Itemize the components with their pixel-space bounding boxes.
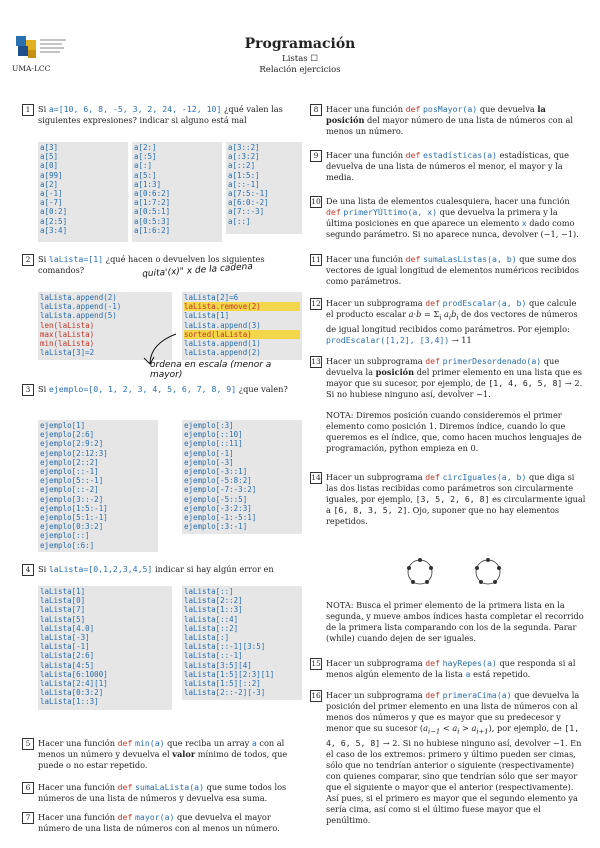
question-5: 5 Hacer una función def min(a) que reciba un array a con al menos un número y devuelva el valor mínimo de todos, que puede o no estar repetido. — [22, 738, 302, 771]
code-line: a[0:2] — [40, 207, 68, 217]
code-line: laLista[1:5][::2] — [184, 679, 261, 689]
question-12: 12 Hacer un subprograma def prodEscalar(a, b) que calcule el producto escalar $a\cdot b = \Sigma_i$ $a_ib_i$ de dos vectores de números de igual longitud recibidos como parámetros. Por ejemplo: prodEscalar([1,2], [3,4]) → 11 — [311, 298, 578, 345]
code-line: ejemplo[:3:-1] — [184, 522, 248, 532]
question-15: 15 Hacer un subprograma def hayRepes(a) que responda si al menos algún elemento de la lista a está repetido. — [311, 658, 576, 679]
code-line: laLista.remove(2) — [184, 302, 300, 311]
institution-label: UMA-LCC — [12, 64, 51, 73]
code-line: a[2] — [40, 179, 59, 189]
code-line: a[::] — [228, 216, 251, 226]
q2-code-col2 — [182, 292, 302, 360]
code-line: ejemplo[-3:2:3] — [184, 503, 252, 513]
q14-note: NOTA: Busca el primer elemento de la primera lista en la segunda, y mueve ambos índices hasta completar el recorrido de la primera lista comparando con los de la segunda. Parar (while) cuando dejen de ser iguales. — [326, 600, 584, 643]
circular-lists-diagram — [402, 554, 522, 590]
code-line: a[0:6:2] — [134, 189, 171, 199]
code-line: a[7:5:-1] — [228, 189, 269, 199]
code-line: laLista[1] — [184, 311, 230, 321]
code-line: laLista[4:5] — [40, 660, 95, 670]
code-line: laLista[2::-2][-3] — [184, 688, 266, 698]
code-line: a[1:6:2] — [134, 225, 171, 235]
question-11: 11 Hacer una función def sumaLasListas(a, b) que sume dos vectores de igual longitud de elementos numéricos recibidos como parámetros. — [311, 254, 579, 286]
code-line: a[0] — [40, 161, 59, 171]
code-line: a[99] — [40, 170, 63, 180]
question-6: 6 Hacer una función def sumaLaLista(a) que sume todos los números de una lista de números y devuelva esa suma. — [22, 782, 302, 804]
q3-code-col1 — [38, 420, 158, 552]
question-3: 3 Si ejemplo=[0, 1, 2, 3, 4, 5, 6, 7, 8, 9] ¿que valen? — [22, 384, 298, 396]
code-line: a[3] — [40, 143, 59, 152]
code-line: ejemplo[1] — [40, 421, 86, 430]
code-line: ejemplo[::] — [40, 531, 90, 541]
code-line: laLista.append(-1) — [40, 302, 122, 312]
code-line: laLista[0:3:2] — [40, 688, 104, 698]
code-line: laLista[0] — [40, 596, 86, 606]
code-line: laLista[1:5][2:3][1] — [184, 669, 275, 679]
question-4: 4 Si laLista=[0,1,2,3,4,5] indicar si hay algún error en — [22, 564, 298, 576]
code-line: ejemplo[:6:] — [40, 540, 95, 550]
code-line: ejemplo[2:9:2] — [40, 439, 104, 449]
code-line: laLista[-3] — [40, 633, 90, 643]
question-10: 10 De una lista de elementos cualesquiera, hacer una función def primerYÚltimo(a, x) que devuelva la primera y la última posiciones en que aparece un elemento x dado como segundo parámetro. Si no aparece nunca, devolver (−1, −1). — [311, 196, 579, 239]
code-line: a[-1] — [40, 189, 63, 199]
code-line: laLista[1::3] — [184, 605, 243, 615]
question-9: 9 Hacer una función def estadísticas(a) estadísticas, que devuelva de una lista de números el menor, el mayor y la media. — [310, 150, 588, 183]
code-line: sorted(laLista) — [184, 330, 300, 339]
code-line: laLista[::2] — [184, 623, 239, 633]
q13-note: NOTA: Diremos posición cuando consideremos el primer elemento como posición 1. Diremos índice, cuando lo que queremos es el índice, que, como hacen muchos lenguajes de programación, python empieza en 0. — [326, 410, 582, 453]
code-line: a[::2] — [228, 161, 256, 171]
q1-code-col3 — [226, 142, 302, 234]
question-16: 16 Hacer un subprograma def primeraCima(a) que devuelva la posición del primer elemento en una lista de números con al menos dos números y que es mayor que su predecesor y menor que su sucesor $(a_{i-1} < a_i > a_{i+1})$, por ejemplo, de [1, 4, 6, 5, 8] → 2. Si no hubiese ninguno así, devolver −1. En el caso de los extremos: primero y último pueden ser cimas, sólo que no tendrían anterior o siguiente (respectivamente) con quienes comparar, sino que tendrían sólo que ser mayor que el siguiente o mayor que el anterior (respectivamente). Así pues, si el primero es mayor que el segundo elemento ya sería cima, así como si el último fuese mayor que el penúltimo. — [311, 690, 582, 825]
code-line: a[2:5] — [40, 216, 68, 226]
code-line: laLista.append(2) — [184, 348, 261, 358]
code-line: a[5:] — [134, 170, 157, 180]
code-line: laLista[:] — [184, 633, 230, 643]
code-line: a[7::-3] — [228, 207, 265, 217]
code-line: ejemplo[-3::1] — [184, 467, 248, 477]
code-line: ejemplo[::-1] — [40, 467, 99, 477]
code-line: a[0:5:1] — [134, 207, 171, 217]
code-line: laLista[6:1000] — [40, 669, 108, 679]
code-line: a[2:] — [134, 143, 157, 152]
code-line: a[6:0:-2] — [228, 198, 269, 208]
code-line: a[3:4] — [40, 225, 68, 235]
code-line: ejemplo[-5:8:2] — [184, 476, 252, 486]
code-line: ejemplo[-1:-5:1] — [184, 513, 257, 523]
code-line: a[:5] — [134, 152, 157, 162]
code-line: laLista.append(2) — [40, 293, 117, 302]
code-line: laLista.append(3) — [184, 320, 261, 330]
code-line: laLista[-1] — [40, 642, 90, 652]
code-line: laLista[::-1] — [184, 651, 243, 661]
code-line: ejemplo[2::2] — [40, 457, 99, 467]
question-8: 8 Hacer una función def posMayor(a) que devuelva la posición del mayor número de una lista de números con al menos un número. — [310, 104, 588, 137]
question-7: 7 Hacer una función def mayor(a) que devuelva el mayor número de una lista de números con al menos un número. — [22, 812, 302, 834]
code-line: ejemplo[0:3:2] — [40, 522, 104, 532]
code-line: laLista[5] — [40, 614, 86, 624]
code-line: a[1:7:2] — [134, 198, 171, 208]
code-line: ejemplo[-5::5] — [184, 494, 248, 504]
code-line: laLista[2:4][1] — [40, 679, 108, 689]
code-line: laLista[::] — [184, 587, 234, 596]
code-line: ejemplo[:3] — [184, 421, 234, 430]
code-line: a[-7] — [40, 198, 63, 208]
question-13: 13 Hacer un subprograma def primerDesordenado(a) que devuelva la posición del primer elemento en una lista que es mayor que su sucesor, por ejemplo, de [1, 4, 6, 5, 8] → 2. Si no hubiese ninguno así, devolver −1. — [311, 356, 583, 399]
page-title: Programación — [244, 36, 356, 52]
page-subtitle: Listas ☐ — [282, 54, 318, 64]
code-line: laLista[3:5][4] — [184, 660, 252, 670]
page-subtitle-2: Relación ejercicios — [259, 65, 341, 75]
code-line: a[5] — [40, 152, 59, 162]
code-line: ejemplo[2:12:3] — [40, 448, 108, 458]
question-1: 1 Si a=[10, 6, 8, -5, 3, 2, 24, -12, 10] ¿qué valen las siguientes expresiones? indicar si alguno está mal — [22, 104, 298, 126]
code-line: ejemplo[-3] — [184, 457, 234, 467]
q3-code-col2 — [182, 420, 302, 534]
code-line: laLista[1] — [40, 587, 86, 596]
code-line: laLista[::4] — [184, 614, 239, 624]
code-line: a[1:5:] — [228, 170, 260, 180]
code-line: laLista[1::3] — [40, 697, 99, 707]
q1-code-col2 — [132, 142, 222, 242]
code-line: ejemplo[-1] — [184, 448, 234, 458]
code-line: laLista[4.0] — [40, 623, 95, 633]
code-line: laLista.append(1) — [184, 339, 261, 349]
code-line: laLista[2::2] — [184, 596, 243, 606]
code-line: laLista.append(5) — [40, 311, 117, 321]
code-line: laLista[::-1][3:5] — [184, 642, 266, 652]
code-line: a[1:3] — [134, 179, 162, 189]
code-line: laLista[2:6] — [40, 651, 95, 661]
q4-code-col1 — [38, 586, 172, 710]
code-line: ejemplo[5::-1] — [40, 476, 104, 486]
handwritten-note-remove: quita'(x)" x de la cadena — [141, 261, 254, 280]
code-line: a[:3:2] — [228, 152, 260, 162]
q4-code-col2 — [182, 586, 302, 700]
code-line: laLista[3]=2 — [40, 348, 95, 358]
question-2: 2 Si laLista=[1] ¿qué hacen o devuelven los siguientes comandos? — [22, 254, 298, 276]
handwritten-note-sorted: ordena en escala (menor a mayor) — [150, 360, 272, 380]
code-line: a[3::2] — [228, 143, 260, 152]
code-line: min(laLista) — [40, 339, 95, 349]
code-line: ejemplo[::10] — [184, 430, 243, 440]
code-line: ejemplo[1:5:-1] — [40, 503, 108, 513]
code-line: len(laLista) — [40, 320, 95, 330]
code-line: ejemplo[2:6] — [40, 430, 95, 440]
code-line: laLista[7] — [40, 605, 86, 615]
code-line: ejemplo[5:1:-1] — [40, 513, 108, 523]
code-line: ejemplo[::-2] — [40, 485, 99, 495]
code-line: a[::-1] — [228, 179, 260, 189]
q1-code-col1 — [38, 142, 128, 242]
code-line: max(laLista) — [40, 329, 95, 339]
code-line: ejemplo[::11] — [184, 439, 243, 449]
code-line: a[:] — [134, 161, 153, 171]
code-line: a[0:5:3] — [134, 216, 171, 226]
question-14: 14 Hacer un subprograma def circIguales(a, b) que diga si las dos listas recibidas como parámetros son circularmente iguales, por ejemplo, [3, 5, 2, 6, 8] es circularmente igual a [6, 8, 3, 5, 2]. Ojo, suponer que no hay elementos repetidos. — [311, 472, 586, 526]
code-line: laLista[2]=6 — [184, 293, 239, 302]
code-line: ejemplo[-7:-3:2] — [184, 485, 257, 495]
code-line: ejemplo[3::-2] — [40, 494, 104, 504]
